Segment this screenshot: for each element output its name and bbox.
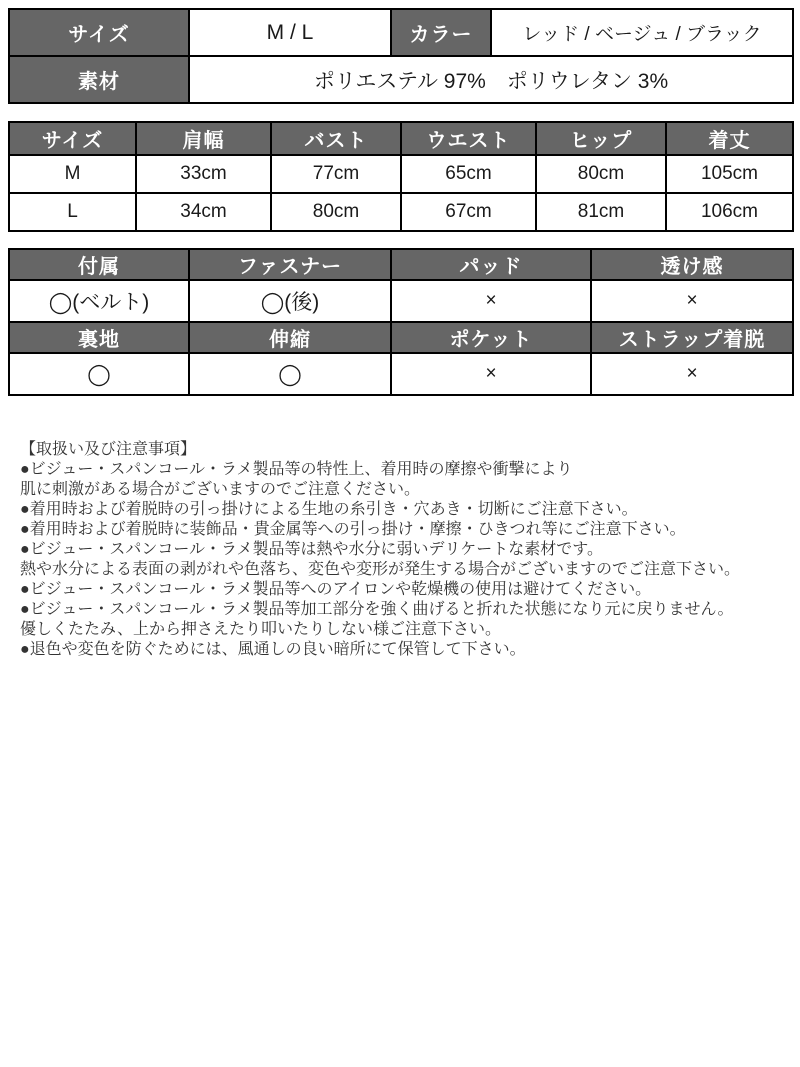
color-label: カラー [391, 9, 491, 56]
measurement-cell: 80cm [536, 155, 666, 193]
spec-row-size-color [9, 9, 793, 56]
spec-table [8, 8, 794, 104]
features-header-row-2 [9, 322, 793, 353]
measurement-cell: 33cm [136, 155, 271, 193]
measurements-row-m [9, 155, 793, 193]
notes-title: 【取扱い及び注意事項】 [20, 441, 197, 458]
measurements-header-length: 着丈 [666, 122, 793, 155]
measurements-header-size: サイズ [9, 122, 136, 155]
feature-header-strap: ストラップ着脱 [591, 322, 793, 353]
measurements-header-row [9, 122, 793, 155]
measurements-table [8, 121, 794, 232]
color-value: レッド / ベージュ / ブラック [491, 9, 793, 56]
notes-line: 優しくたたみ、上から押さえたり叩いたりしない様ご注意下さい。 [20, 621, 501, 638]
measurement-cell: 77cm [271, 155, 401, 193]
handling-notes [20, 440, 796, 660]
measurement-size: M [9, 155, 136, 193]
measurements-header-waist: ウエスト [401, 122, 536, 155]
spec-row-material [9, 56, 793, 103]
feature-header-pocket: ポケット [391, 322, 591, 353]
feature-value-strap: × [591, 353, 793, 395]
measurement-cell: 65cm [401, 155, 536, 193]
feature-value-stretch: ◯ [189, 353, 391, 395]
notes-line: ●着用時および着脱時の引っ掛けによる生地の糸引き・穴あき・切断にご注意下さい。 [20, 501, 638, 518]
measurements-header-bust: バスト [271, 122, 401, 155]
measurement-cell: 34cm [136, 193, 271, 231]
feature-value-sheerness: × [591, 280, 793, 322]
measurements-header-shoulder: 肩幅 [136, 122, 271, 155]
feature-header-accessory: 付属 [9, 249, 189, 280]
feature-value-lining: ◯ [9, 353, 189, 395]
size-value: M / L [189, 9, 391, 56]
feature-header-fastener: ファスナー [189, 249, 391, 280]
measurements-header-hip: ヒップ [536, 122, 666, 155]
measurement-cell: 67cm [401, 193, 536, 231]
features-table [8, 248, 794, 396]
material-label: 素材 [9, 56, 189, 103]
measurement-cell: 80cm [271, 193, 401, 231]
notes-line: ●ビジュー・スパンコール・ラメ製品等は熱や水分に弱いデリケートな素材です。 [20, 541, 603, 558]
feature-header-stretch: 伸縮 [189, 322, 391, 353]
notes-line: ●ビジュー・スパンコール・ラメ製品等の特性上、着用時の摩擦や衝撃により [20, 461, 573, 478]
feature-value-fastener: ◯(後) [189, 280, 391, 322]
measurements-row-l [9, 193, 793, 231]
feature-header-lining: 裏地 [9, 322, 189, 353]
notes-line: 肌に刺激がある場合がございますのでご注意ください。 [20, 481, 421, 498]
features-header-row-1 [9, 249, 793, 280]
notes-line: ●退色や変色を防ぐためには、風通しの良い暗所にて保管して下さい。 [20, 641, 526, 658]
measurement-cell: 106cm [666, 193, 793, 231]
measurement-size: L [9, 193, 136, 231]
notes-line: ●ビジュー・スパンコール・ラメ製品等へのアイロンや乾燥機の使用は避けてください。 [20, 581, 652, 598]
feature-value-pad: × [391, 280, 591, 322]
notes-line: ●ビジュー・スパンコール・ラメ製品等加工部分を強く曲げると折れた状態になり元に戻りません。 [20, 601, 734, 618]
feature-header-pad: パッド [391, 249, 591, 280]
measurement-cell: 105cm [666, 155, 793, 193]
measurement-cell: 81cm [536, 193, 666, 231]
material-value: ポリエステル 97% ポリウレタン 3% [189, 56, 793, 103]
size-label: サイズ [9, 9, 189, 56]
features-value-row-1 [9, 280, 793, 322]
feature-value-pocket: × [391, 353, 591, 395]
feature-header-sheerness: 透け感 [591, 249, 793, 280]
notes-line: 熱や水分による表面の剥がれや色落ち、変色や変形が発生する場合がございますのでご注意下さい。 [20, 561, 741, 578]
feature-value-accessory: ◯(ベルト) [9, 280, 189, 322]
notes-line: ●着用時および着脱時に装飾品・貴金属等への引っ掛け・摩擦・ひきつれ等にご注意下さい。 [20, 521, 686, 538]
features-value-row-2 [9, 353, 793, 395]
